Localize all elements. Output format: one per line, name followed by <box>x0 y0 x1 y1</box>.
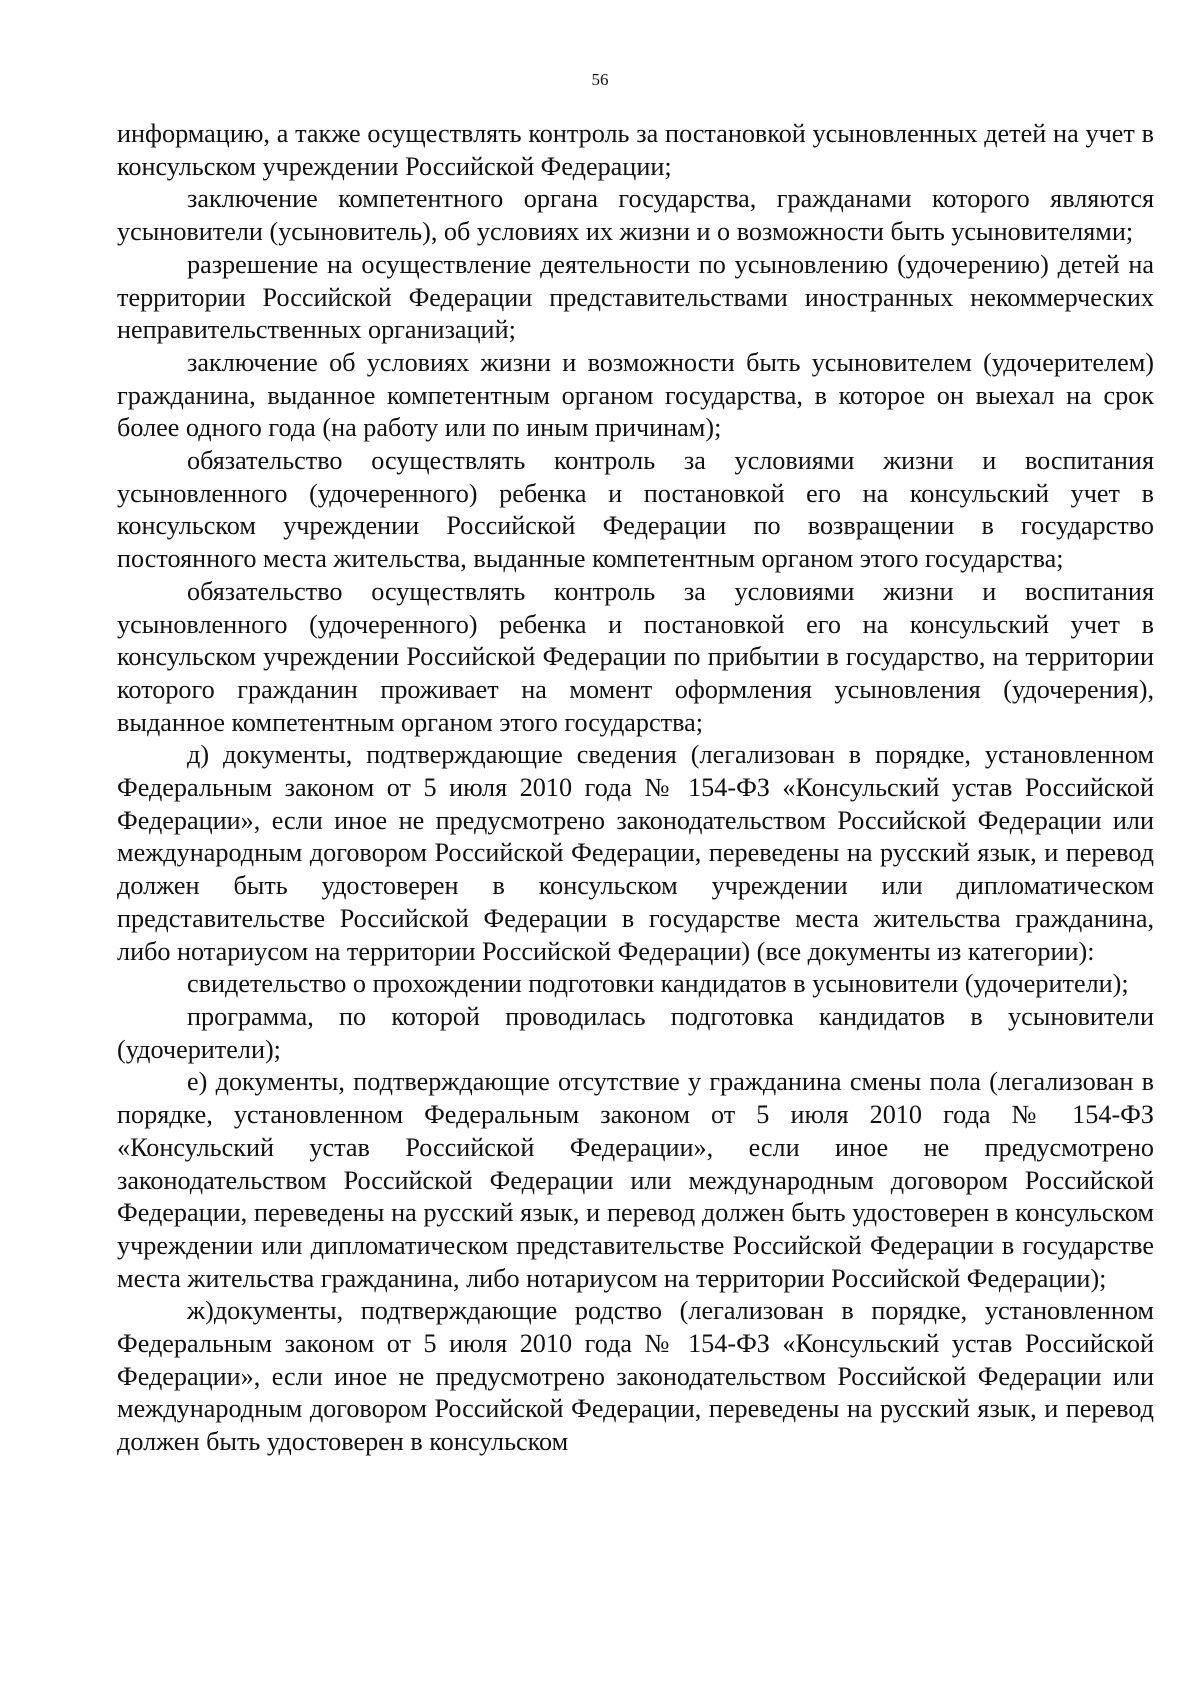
paragraph-obligation-arrival: обязательство осуществлять контроль за условиями жизни и воспитания усыновленного (удочеренного) ребенка и постановкой его на консульский учет в консульском учреждении Российской Федерации по прибытии в государство, на территории которого гражданин проживает на момент оформления усыновления (удочерения), выданное компетентным органом этого государства; <box>117 576 1154 737</box>
paragraph-training-program: программа, по которой проводилась подготовка кандидатов в усыновители (удочерители); <box>117 1001 1154 1064</box>
paragraph-living-conditions-conclusion: заключение об условиях жизни и возможности быть усыновителем (удочерителем) гражданина, выданное компетентным органом государства, в которое он выехал на срок более одного года (на работу или по иным причинам); <box>117 347 1154 443</box>
paragraph-continuation: информацию, а также осуществлять контроль за постановкой усыновленных детей на учет в консульском учреждении Российской Федерации; <box>117 119 1154 181</box>
paragraph-item-zh: ж)документы, подтверждающие родство (легализован в порядке, установленном Федеральным законом от 5 июля 2010 года № 154-ФЗ «Консульский устав Российской Федерации», если иное не предусмотрено законодательством Российской Федерации или международным договором Российской Федерации, переведены на русский язык, и перевод должен быть удостоверен в консульском <box>117 1296 1154 1457</box>
document-body <box>117 118 1154 1459</box>
page-number: 56 <box>591 70 609 89</box>
paragraph-adoption-activity-permit: разрешение на осуществление деятельности по усыновлению (удочерению) детей на территории Российской Федерации представительствами иностранных некоммерческих неправительственных организаций; <box>117 249 1154 345</box>
paragraph-training-certificate: свидетельство о прохождении подготовки кандидатов в усыновители (удочерители); <box>187 969 1129 999</box>
paragraph-item-e: е) документы, подтверждающие отсутствие у гражданина смены пола (легализован в порядке, установленном Федеральным законом от 5 июля 2010 года № 154-ФЗ «Консульский устав Российской Федерации», если иное не предусмотрено законодательством Российской Федерации или международным договором Российской Федерации, переведены на русский язык, и перевод должен быть удостоверен в консульском учреждении или дипломатическом представительстве Российской Федерации в государстве места жительства гражданина, либо нотариусом на территории Российской Федерации); <box>117 1067 1154 1293</box>
paragraph-competent-authority-conclusion: заключение компетентного органа государства, гражданами которого являются усыновители (усыновитель), об условиях их жизни и о возможности быть усыновителями; <box>117 184 1154 247</box>
paragraph-obligation-return: обязательство осуществлять контроль за условиями жизни и воспитания усыновленного (удочеренного) ребенка и постановкой его на консульский учет в консульском учреждении Российской Федерации по возвращении в государство постоянного места жительства, выданные компетентным органом этого государства; <box>117 446 1154 574</box>
paragraph-item-d: д) документы, подтверждающие сведения (легализован в порядке, установленном Федеральным законом от 5 июля 2010 года № 154-ФЗ «Консульский устав Российской Федерации», если иное не предусмотрено законодательством Российской Федерации или международным договором Российской Федерации, переведены на русский язык, и перевод должен быть удостоверен в консульском учреждении или дипломатическом представительстве Российской Федерации в государстве места жительства гражданина, либо нотариусом на территории Российской Федерации) (все документы из категории): <box>117 740 1154 966</box>
